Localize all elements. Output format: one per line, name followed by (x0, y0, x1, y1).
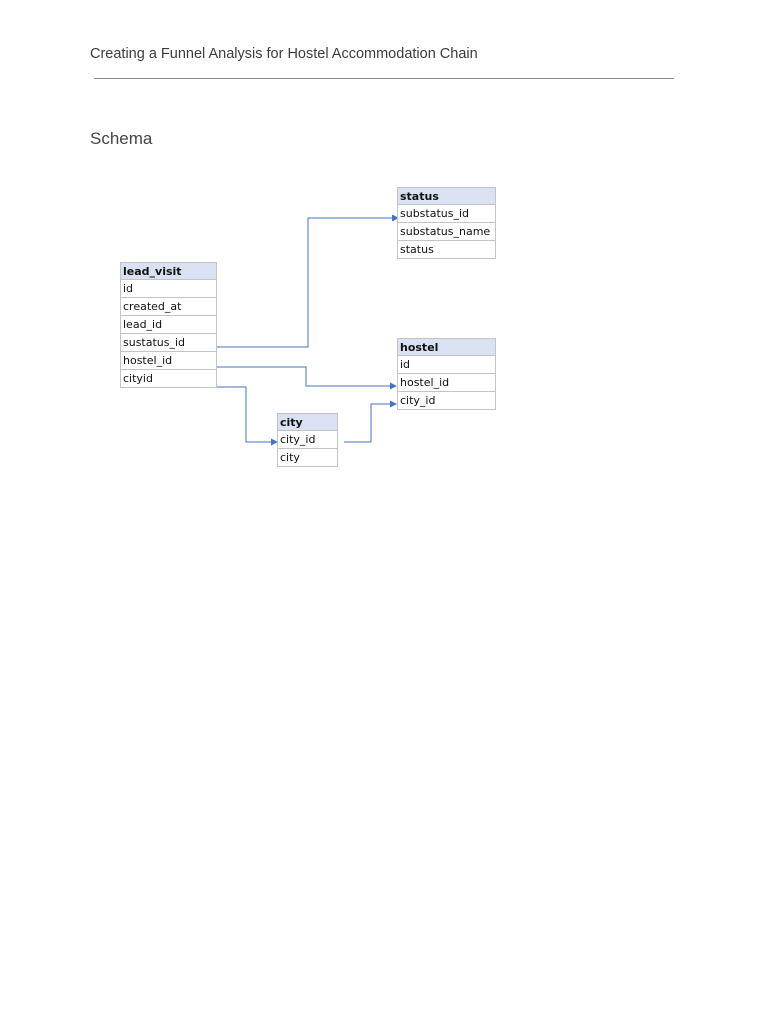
table-lead-visit-header: lead_visit (120, 262, 217, 280)
table-hostel (397, 338, 496, 410)
table-city (277, 413, 338, 467)
table-status-column: substatus_id (397, 205, 496, 223)
table-city-header: city (277, 413, 338, 431)
table-hostel-column: city_id (397, 392, 496, 410)
connector-sustatus-to-status (217, 218, 398, 347)
table-hostel-header: hostel (397, 338, 496, 356)
table-lead-visit-column: hostel_id (120, 352, 217, 370)
connector-city-to-hostel-city (344, 404, 396, 442)
table-lead-visit-column: created_at (120, 298, 217, 316)
table-lead-visit-column: id (120, 280, 217, 298)
section-heading-schema: Schema (90, 129, 153, 148)
table-lead-visit-column: sustatus_id (120, 334, 217, 352)
table-status-header: status (397, 187, 496, 205)
table-city-column: city_id (277, 431, 338, 449)
page-header-title: Creating a Funnel Analysis for Hostel Accommodation Chain (90, 46, 478, 62)
table-lead-visit (120, 262, 217, 388)
table-hostel-column: hostel_id (397, 374, 496, 392)
table-status (397, 187, 496, 259)
table-city-column: city (277, 449, 338, 467)
connector-cityid-to-city (213, 387, 277, 442)
table-status-column: substatus_name (397, 223, 496, 241)
connector-hostel-to-hostel (217, 367, 396, 386)
table-hostel-column: id (397, 356, 496, 374)
table-lead-visit-column: cityid (120, 370, 217, 388)
table-status-column: status (397, 241, 496, 259)
table-lead-visit-column: lead_id (120, 316, 217, 334)
